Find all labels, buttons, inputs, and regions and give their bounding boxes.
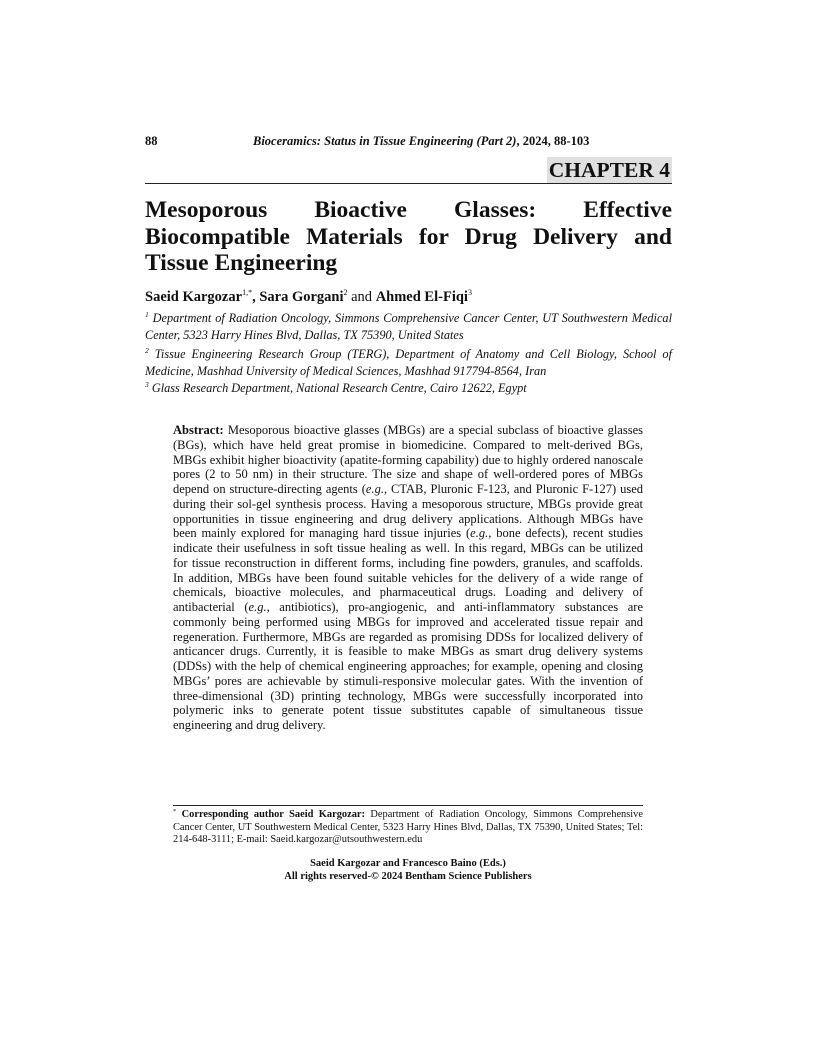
abstract-text: , antibiotics), pro-angiogenic, and anti-inflammatory substances are commonly being performed using MBGs for improved and accelerated tissue repair and regeneration. Furthermore, MBGs are regarded as promising DDSs for localized delivery of anticancer drugs. Currently, it is feasible to make MBGs as smart drug delivery systems (DDSs) with the help of chemical engineering approaches; for example, opening and closing MBGs’ pores are achievable by stimuli-responsive molecular gates. With the invention of three-dimensional (3D) printing technology, MBGs were successfully incorporated into polymeric inks to generate potent tissue substitutes capable of simultaneous tissue engineering and drug delivery. <box>173 600 643 732</box>
affiliation-text: Tissue Engineering Research Group (TERG), Department of Anatomy and Cell Biology, School of Medicine, Mashhad University of Medical Sciences, Mashhad 917794-8564, Iran <box>145 347 672 378</box>
author-name: Sara Gorgani <box>259 289 344 305</box>
abstract-text: , CTAB, Pluronic F-123, and Pluronic F-127) used during their sol-gel synthesis process. Having a mesoporous structure, MBGs provide great opportunities in tissue engineering and drug delivery applications. Although MBGs have been mainly explored for managing hard tissue injuries ( <box>173 482 644 541</box>
footnote-marker: * <box>173 808 177 815</box>
corresponding-author-footnote <box>173 809 643 847</box>
abstract-emphasis: e.g. <box>365 482 384 496</box>
chapter-title: Mesoporous Bioactive Glasses: Effective Biocompatible Materials for Drug Delivery and Tissue Engineering <box>145 197 672 276</box>
author-name: Ahmed El-Fiqi <box>375 289 468 305</box>
affiliation <box>145 380 672 397</box>
editors-line: Saeid Kargozar and Francesco Baino (Eds.) <box>310 858 506 869</box>
abstract-emphasis: e.g. <box>470 526 489 541</box>
abstract-text: , bone defects), recent studies indicate their usefulness in soft tissue healing as well. In this regard, MBGs can be utilized for tissue reconstruction in different forms, including fine powders, granules, and scaffolds. In addition, MBGs have been found suitable vehicles for the delivery of a wide range of chemicals, bioactive molecules, and pharmaceutical drugs. Loading and delivery of antibacterial ( <box>173 526 643 614</box>
affiliation <box>145 310 672 343</box>
page-number: 88 <box>145 134 158 148</box>
affiliation-number: 1 <box>145 310 149 319</box>
footnote-label: Corresponding author Saeid Kargozar: <box>176 809 365 820</box>
author-list <box>145 288 672 306</box>
affiliation <box>145 346 672 379</box>
abstract <box>173 423 643 733</box>
author-affiliation-marker: 3 <box>467 288 472 297</box>
chapter-divider <box>145 183 672 184</box>
journal-details: , 2024, 88-103 <box>516 134 590 148</box>
affiliation-number: 2 <box>145 346 149 355</box>
author-separator: , <box>252 289 260 305</box>
affiliation-text: Glass Research Department, National Research Centre, Cairo 12622, Egypt <box>148 381 527 395</box>
running-header <box>145 134 672 152</box>
author-separator: and <box>347 289 376 305</box>
footnote-divider <box>173 805 643 806</box>
author-affiliation-marker: 1,* <box>242 288 253 297</box>
author-affiliation-marker: 2 <box>343 288 348 297</box>
author-name: Saeid Kargozar <box>145 289 243 305</box>
journal-citation <box>253 134 589 149</box>
affiliation-text: Department of Radiation Oncology, Simmons Comprehensive Cancer Center, UT Southwestern Medical Center, 5323 Harry Hines Blvd, Dallas, TX 75390, United States <box>145 311 672 342</box>
abstract-emphasis: e.g. <box>248 600 267 614</box>
journal-title: Bioceramics: Status in Tissue Engineering (Part 2) <box>253 134 517 148</box>
footnote-text: Department of Radiation Oncology, Simmons Comprehensive Cancer Center, UT Southwestern Medical Center, 5323 Harry Hines Blvd, Dallas, TX 75390, United States; Tel: 214-648-3111; E-mail: Saeid.kargozar@utsouthwestern.edu <box>173 809 643 845</box>
chapter-label: CHAPTER 4 <box>548 158 670 182</box>
abstract-text: Mesoporous bioactive glasses (MBGs) are a special subclass of bioactive glasses (BGs), which have held great promise in biomedicine. Compared to melt-derived BGs, MBGs exhibit higher bioactivity (apatite-forming capability) due to highly ordered nanoscale pores (2 to 50 nm) in their structure. The size and shape of well-ordered pores of MBGs depend on structure-directing agents ( <box>173 423 643 496</box>
abstract-label: Abstract: <box>173 423 224 437</box>
affiliation-number: 3 <box>145 380 149 389</box>
copyright-line: All rights reserved-© 2024 Bentham Science Publishers <box>284 871 532 882</box>
